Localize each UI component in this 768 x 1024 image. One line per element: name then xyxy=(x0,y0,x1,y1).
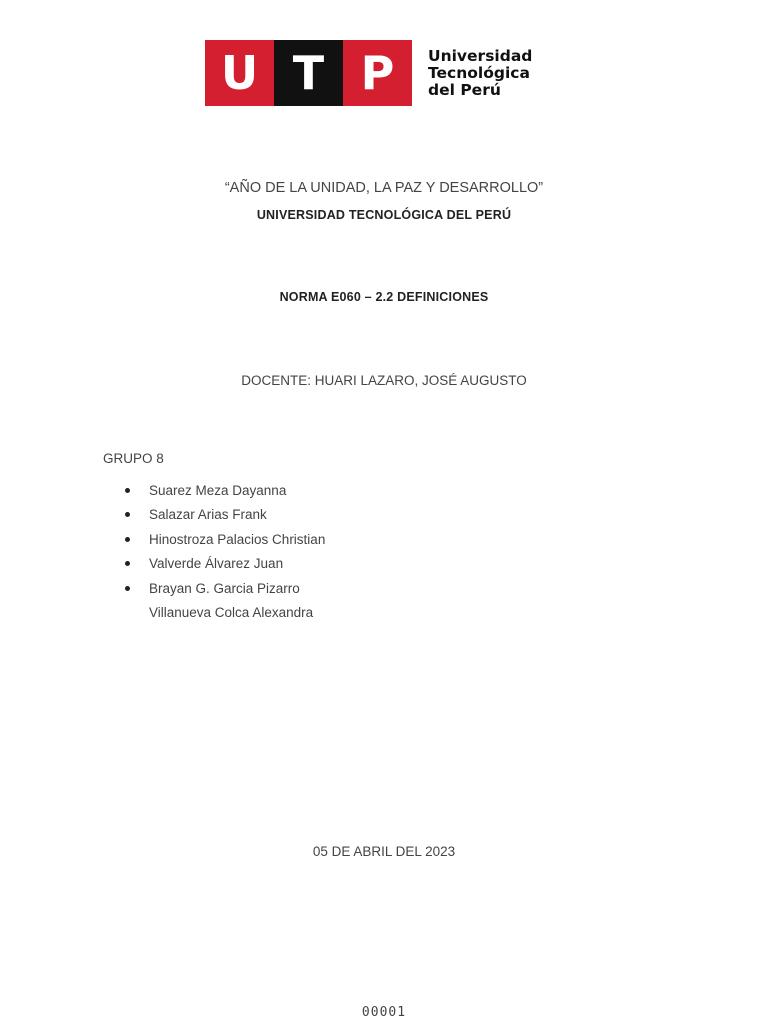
bullet-icon xyxy=(125,537,130,542)
logo-name-line-1: Universidad xyxy=(428,46,533,65)
group-title: GRUPO 8 xyxy=(103,451,164,466)
page-number: 00001 xyxy=(361,1005,407,1020)
member-name: Brayan G. Garcia Pizarro xyxy=(149,580,300,596)
utp-logo xyxy=(205,40,532,106)
document-date: 05 DE ABRIL DEL 2023 xyxy=(312,844,456,859)
bullet-icon xyxy=(125,512,130,517)
year-motto: “AÑO DE LA UNIDAD, LA PAZ Y DESARROLLO” xyxy=(224,180,544,196)
logo-letter-t: T xyxy=(274,40,343,106)
member-name: Hinostroza Palacios Christian xyxy=(149,531,326,547)
teacher-line: DOCENTE: HUARI LAZARO, JOSÉ AUGUSTO xyxy=(241,373,527,388)
university-name: UNIVERSIDAD TECNOLÓGICA DEL PERÚ xyxy=(256,208,512,222)
member-name: Salazar Arias Frank xyxy=(149,507,267,523)
member-name: Suarez Meza Dayanna xyxy=(149,483,287,498)
logo-name-line-2: Tecnológica xyxy=(428,63,530,82)
member-name: Valverde Álvarez Juan xyxy=(149,556,284,572)
document-title: NORMA E060 – 2.2 DEFINICIONES xyxy=(279,290,489,304)
bullet-icon xyxy=(125,561,130,566)
logo-name-line-3: del Perú xyxy=(428,80,501,99)
logo-wordmark xyxy=(428,48,532,99)
logo-letter-u: U xyxy=(205,40,274,106)
logo-letter-p: P xyxy=(343,40,412,106)
bullet-icon xyxy=(125,488,130,493)
bullet-icon xyxy=(125,586,130,591)
member-name: Villanueva Colca Alexandra xyxy=(149,604,314,620)
